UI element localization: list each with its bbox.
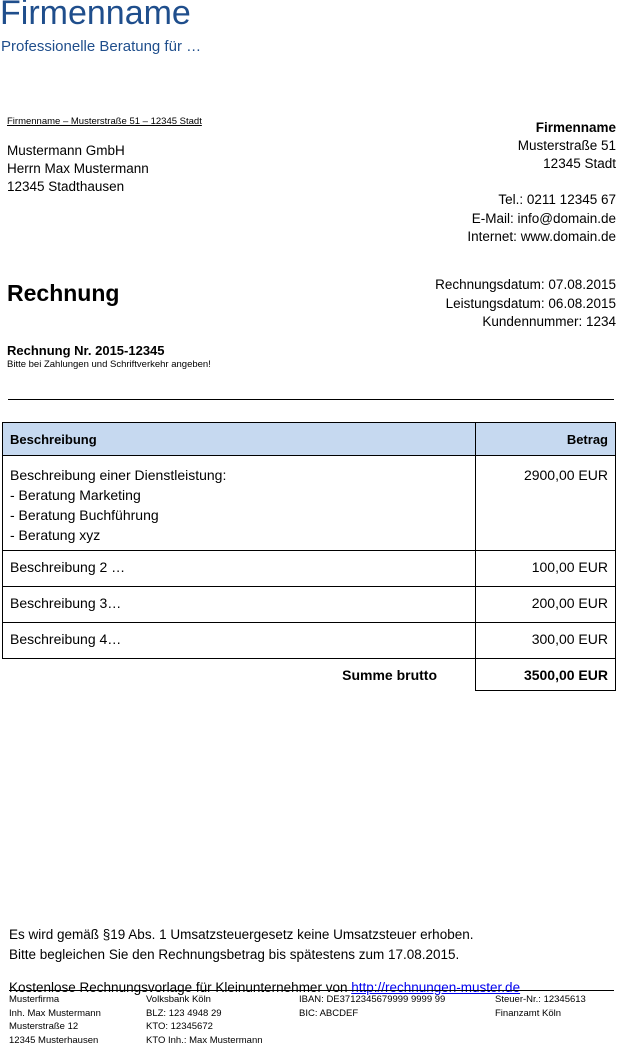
company-logo-name: Firmenname (0, 0, 191, 33)
invoice-meta (435, 276, 616, 332)
invoice-number: Rechnung Nr. 2015-12345 (7, 343, 165, 358)
template-credit-text: Kostenlose Rechnungsvorlage für Kleinunternehmer von (9, 980, 351, 995)
footer-line: BIC: ABCDEF (299, 1007, 445, 1021)
company-contact (467, 191, 616, 247)
recipient-address (7, 142, 149, 196)
sum-label: Summe brutto (3, 659, 476, 691)
footer-company (9, 993, 101, 1047)
footer-line: KTO: 12345672 (146, 1020, 263, 1034)
document-title: Rechnung (7, 280, 119, 307)
row-description: Beschreibung 4… (3, 623, 476, 659)
table-row (3, 623, 616, 659)
table-row (3, 456, 616, 551)
invoice-number-hint: Bitte bei Zahlungen und Schriftverkehr angeben! (7, 359, 211, 370)
company-name: Firmenname (536, 120, 616, 135)
footer-line: KTO Inh.: Max Mustermann (146, 1034, 263, 1047)
table-row (3, 551, 616, 587)
row-description (3, 456, 476, 551)
template-credit-link[interactable]: http://rechnungen-muster.de (351, 980, 520, 995)
sum-value: 3500,00 EUR (476, 659, 616, 691)
footer-line: Steuer-Nr.: 12345613 (495, 993, 586, 1007)
footer-line: Musterstraße 12 (9, 1020, 101, 1034)
company-tagline: Professionelle Beratung für … (1, 38, 201, 55)
footer-iban (299, 993, 445, 1020)
customer-number: Kundennummer: 1234 (435, 313, 616, 332)
company-phone: Tel.: 0211 12345 67 (467, 191, 616, 210)
sum-row (3, 659, 616, 691)
company-street: Musterstraße 51 (518, 137, 616, 155)
row-description: Beschreibung 2 … (3, 551, 476, 587)
sender-address-line: Firmenname – Musterstraße 51 – 12345 Stadt (7, 116, 202, 127)
recipient-city: 12345 Stadthausen (7, 178, 149, 196)
row-line: - Beratung xyz (10, 525, 468, 545)
invoice-items-table (2, 422, 616, 691)
vat-note: Es wird gemäß §19 Abs. 1 Umsatzsteuergesetz keine Umsatzsteuer erhoben. (9, 925, 473, 945)
footer-divider (9, 990, 614, 991)
footer-bank (146, 993, 263, 1047)
recipient-person: Herrn Max Mustermann (7, 160, 149, 178)
company-city: 12345 Stadt (518, 155, 616, 173)
recipient-company: Mustermann GmbH (7, 142, 149, 160)
header-amount: Betrag (476, 423, 616, 456)
footer-line: Inh. Max Mustermann (9, 1007, 101, 1021)
row-amount: 300,00 EUR (476, 623, 616, 659)
footer-line: 12345 Musterhausen (9, 1034, 101, 1047)
invoice-date: Rechnungsdatum: 07.08.2015 (435, 276, 616, 295)
company-website: Internet: www.domain.de (467, 228, 616, 247)
footer-line: Finanzamt Köln (495, 1007, 586, 1021)
table-header-row (3, 423, 616, 456)
row-amount: 200,00 EUR (476, 587, 616, 623)
row-line: - Beratung Buchführung (10, 505, 468, 525)
company-email: E-Mail: info@domain.de (467, 210, 616, 229)
row-amount: 2900,00 EUR (476, 456, 616, 551)
row-line: - Beratung Marketing (10, 485, 468, 505)
footer-tax (495, 993, 586, 1020)
service-date: Leistungsdatum: 06.08.2015 (435, 295, 616, 314)
footer-line: Musterfirma (9, 993, 101, 1007)
row-amount: 100,00 EUR (476, 551, 616, 587)
header-description: Beschreibung (3, 423, 476, 456)
divider (8, 399, 614, 400)
footer-line: Volksbank Köln (146, 993, 263, 1007)
company-address (518, 119, 616, 173)
footer-line: IBAN: DE3712345679999 9999 99 (299, 993, 445, 1007)
payment-due-note: Bitte begleichen Sie den Rechnungsbetrag bis spätestens zum 17.08.2015. (9, 945, 473, 965)
row-line: Beschreibung einer Dienstleistung: (10, 465, 468, 485)
payment-notes (9, 925, 473, 964)
row-description: Beschreibung 3… (3, 587, 476, 623)
table-row (3, 587, 616, 623)
footer-line: BLZ: 123 4948 29 (146, 1007, 263, 1021)
